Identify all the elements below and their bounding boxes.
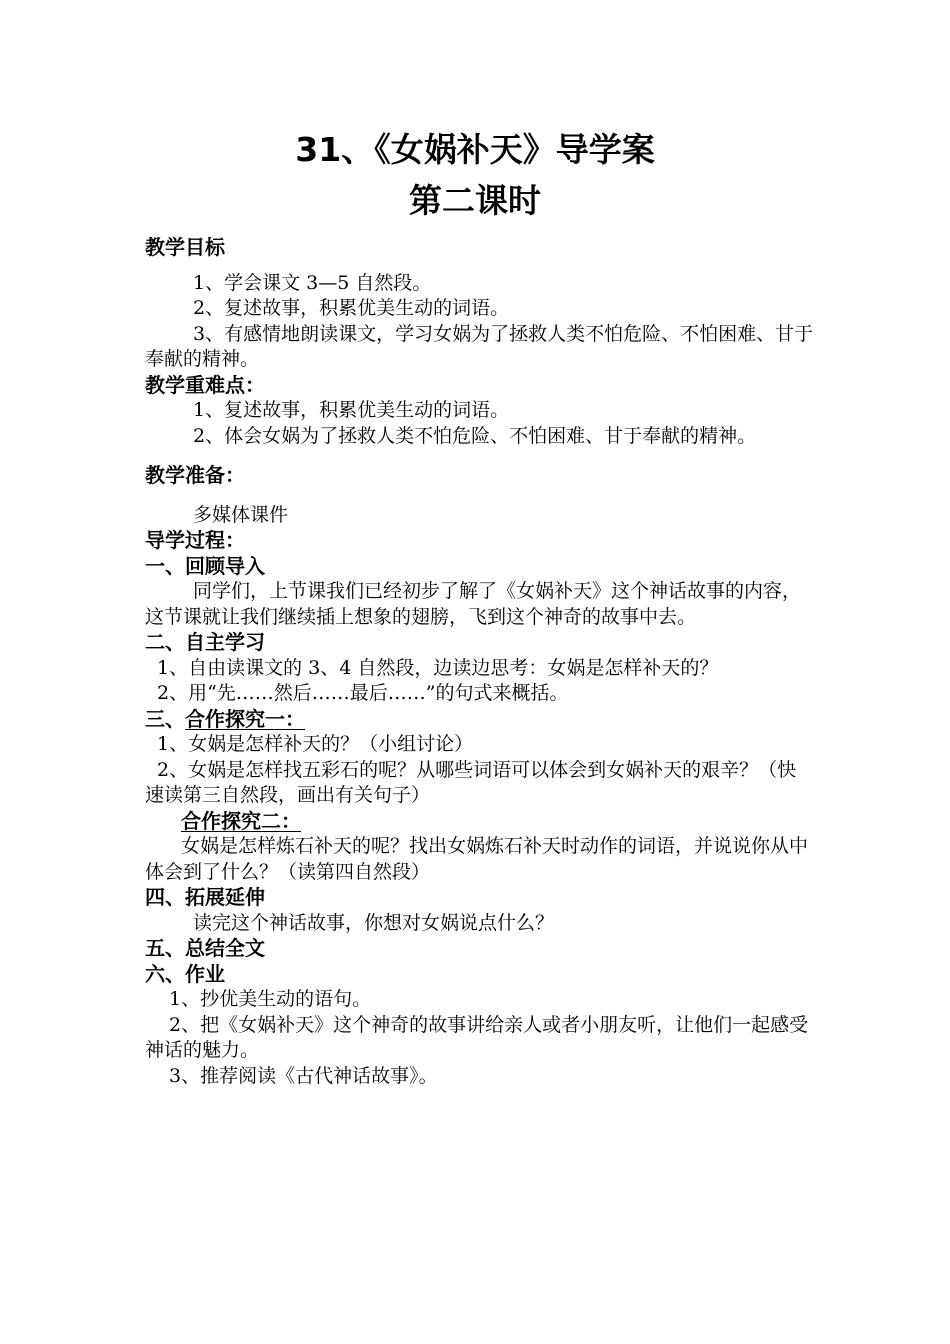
goal-item: 2、复述故事，积累优美生动的词语。 <box>193 297 510 319</box>
section-3-item: 2、女娲是怎样找五彩石的呢？从哪些词语可以体会到女娲补天的艰辛？（快速读第三自然段，画出有关句子） <box>145 758 797 806</box>
section-3-title: 合作探究一： <box>185 706 305 731</box>
section-6-heading: 六、作业 <box>145 961 225 986</box>
section-3-item: 1、女娲是怎样补天的？（小组讨论） <box>157 733 474 755</box>
section-4-heading: 四、拓展延伸 <box>145 885 265 909</box>
goals-heading: 教学目标 <box>145 235 225 259</box>
document-title: 31、《女娲补天》导学案 <box>295 130 655 169</box>
process-heading: 导学过程： <box>145 528 245 552</box>
document-body <box>145 235 815 1089</box>
keypoints-heading: 教学重难点： <box>145 372 265 397</box>
section-2-heading: 二、自主学习 <box>145 630 265 654</box>
section-3b-heading: 合作探究二： <box>181 808 301 833</box>
keypoint-item: 2、体会女娲为了拯救人类不怕危险、不怕困难、甘于奉献的精神。 <box>193 424 757 447</box>
section-5-heading: 五、总结全文 <box>145 936 265 960</box>
keypoint-item: 1、复述故事，积累优美生动的词语。 <box>193 399 510 421</box>
section-1-text: 同学们，上节课我们已经初步了解了《女娲补天》这个神话故事的内容，这节课就让我们继续插上想象的翅膀，飞到这个神奇的故事中去。 <box>145 580 802 628</box>
homework-item: 3、推荐阅读《古代神话故事》。 <box>169 1064 438 1087</box>
goal-item: 1、学会课文 3—5 自然段。 <box>193 271 432 294</box>
homework-item: 1、抄优美生动的语句。 <box>169 988 372 1010</box>
goal-item: 3、有感情地朗读课文，学习女娲为了拯救人类不怕危险、不怕困难、甘于奉献的精神。 <box>145 322 814 370</box>
section-3-prefix: 三、 <box>145 706 185 731</box>
section-3b-text: 女娲是怎样炼石补天的呢？找出女娲炼石补天时动作的词语，并说说你从中体会到了什么？（读第四自然段） <box>145 835 809 883</box>
section-2-item: 2、用“先……然后……最后……”的句式来概括。 <box>157 682 569 704</box>
section-4-text: 读完这个神话故事，你想对女娲说点什么？ <box>193 911 555 934</box>
homework-item: 2、把《女娲补天》这个神奇的故事讲给亲人或者小朋友听，让他们一起感受神话的魅力。 <box>145 1013 809 1061</box>
prep-text: 多媒体课件 <box>193 503 289 526</box>
prep-heading: 教学准备： <box>145 463 245 487</box>
section-3-heading <box>145 707 815 733</box>
section-1-heading: 一、回顾导入 <box>145 553 265 578</box>
document-subtitle: 第二课时 <box>409 181 541 220</box>
section-2-item: 1、自由读课文的 3、4 自然段，边读边思考：女娲是怎样补天的？ <box>157 656 719 679</box>
